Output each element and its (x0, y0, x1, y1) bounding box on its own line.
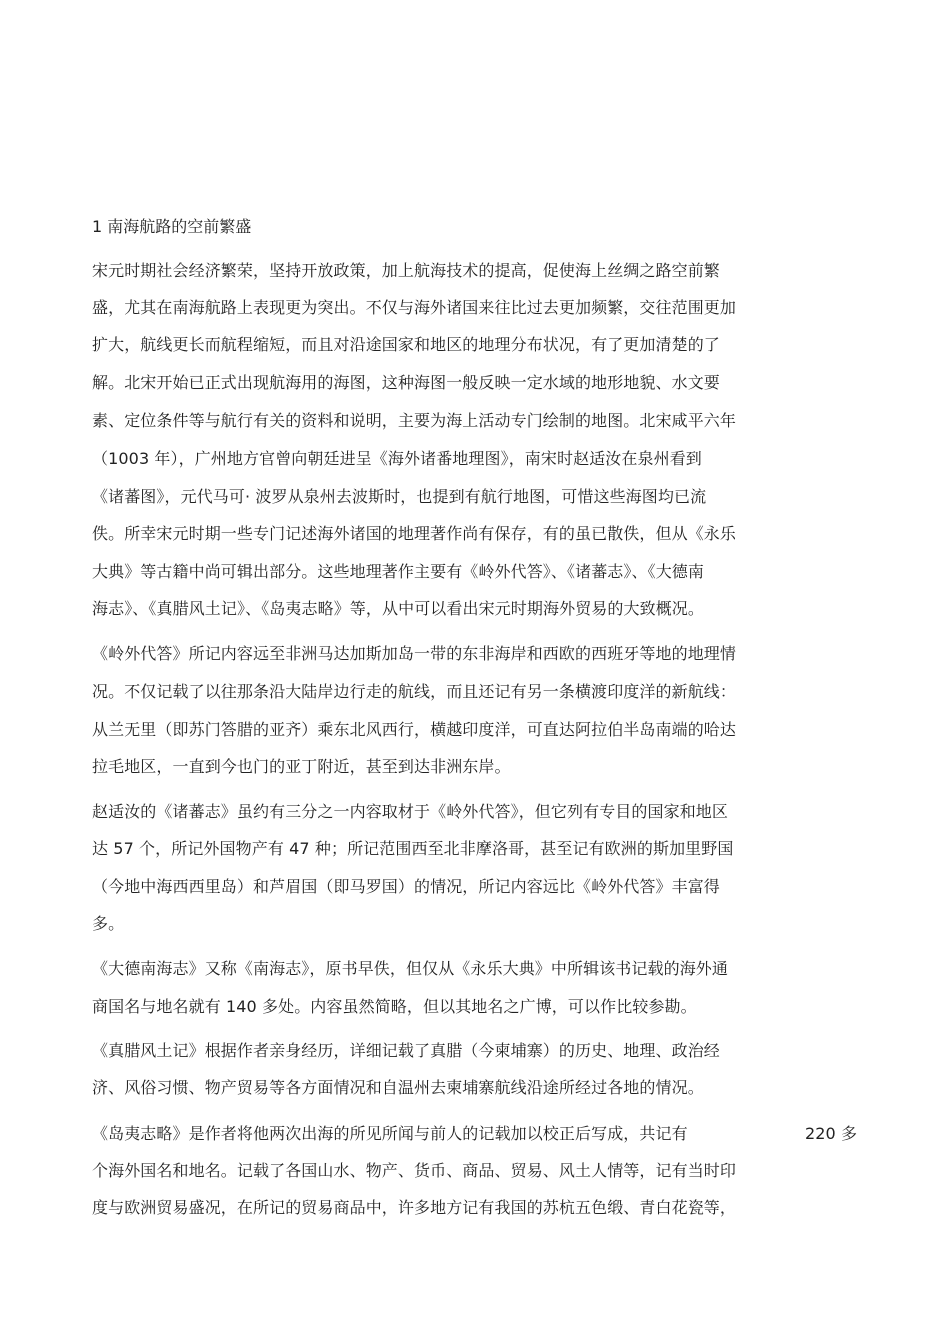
paragraph-2-line-2: 况。不仅记载了以往那条沿大陆岸边行走的航线，而且还记有另一条横渡印度洋的新航线： (92, 682, 737, 701)
paragraph-2-line-4: 拉毛地区，一直到今也门的亚丁附近，甚至到达非洲东岸。 (92, 757, 511, 776)
paragraph-1-line-1: 宋元时期社会经济繁荣，坚持开放政策，加上航海技术的提高，促使海上丝绸之路空前繁 (92, 261, 720, 280)
paragraph-1-line-3: 扩大，航线更长而航程缩短，而且对沿途国家和地区的地理分布状况，有了更加清楚的了 (92, 335, 720, 354)
paragraph-6-line-2: 个海外国名和地名。记载了各国山水、物产、货币、商品、贸易、风土人情等，记有当时印 (92, 1161, 737, 1180)
section-title: 1 南海航路的空前繁盛 (92, 217, 252, 236)
paragraph-2-line-3: 从兰无里（即苏门答腊的亚齐）乘东北风西行，横越印度洋，可直达阿拉伯半岛南端的哈达 (92, 720, 737, 739)
paragraph-6-line-1: 《岛夷志略》是作者将他两次出海的所见所闻与前人的记载加以校正后写成，共记有 (92, 1124, 688, 1143)
paragraph-1-line-10: 海志》、《真腊风土记》、《岛夷志略》等，从中可以看出宋元时期海外贸易的大致概况。 (92, 599, 705, 618)
paragraph-3-line-4: 多。 (92, 914, 125, 933)
paragraph-1-line-4: 解。北宋开始已正式出现航海用的海图，这种海图一般反映一定水域的地形地貌、水文要 (92, 373, 720, 392)
paragraph-3-line-1: 赵适汝的《诸蕃志》虽约有三分之一内容取材于《岭外代答》，但它列有专目的国家和地区 (92, 802, 729, 821)
paragraph-1-line-2: 盛，尤其在南海航路上表现更为突出。不仅与海外诸国来往比过去更加频繁，交往范围更加 (92, 298, 737, 317)
paragraph-1-line-7: 《诸蕃图》，元代马可· 波罗从泉州去波斯时，也提到有航行地图，可惜这些海图均已流 (92, 487, 707, 506)
paragraph-6-trailing-fragment: 220 多 (805, 1124, 858, 1143)
paragraph-4-line-2: 商国名与地名就有 140 多处。内容虽然简略，但以其地名之广博，可以作比较参勘。 (92, 997, 697, 1016)
paragraph-1-line-8: 佚。所幸宋元时期一些专门记述海外诸国的地理著作尚有保存，有的虽已散佚，但从《永乐 (92, 524, 737, 543)
paragraph-1-line-6: （1003 年），广州地方官曾向朝廷进呈《海外诸番地理图》，南宋时赵适汝在泉州看到 (92, 449, 702, 468)
paragraph-4-line-1: 《大德南海志》又称《南海志》，原书早佚，但仅从《永乐大典》中所辑该书记载的海外通 (92, 959, 729, 978)
paragraph-3-line-2: 达 57 个，所记外国物产有 47 种；所记范围西至北非摩洛哥，甚至记有欧洲的斯加里野国 (92, 839, 734, 858)
paragraph-1-line-9: 大典》等古籍中尚可辑出部分。这些地理著作主要有《岭外代答》、《诸蕃志》、《大德南 (92, 562, 705, 581)
paragraph-3-line-3: （今地中海西西里岛）和芦眉国（即马罗国）的情况，所记内容远比《岭外代答》丰富得 (92, 877, 720, 896)
paragraph-1-line-5: 素、定位条件等与航行有关的资料和说明，主要为海上活动专门绘制的地图。北宋咸平六年 (92, 411, 737, 430)
paragraph-5-line-1: 《真腊风土记》根据作者亲身经历，详细记载了真腊（今柬埔寨）的历史、地理、政治经 (92, 1041, 720, 1060)
paragraph-2-line-1: 《岭外代答》所记内容远至非洲马达加斯加岛一带的东非海岸和西欧的西班牙等地的地理情 (92, 644, 737, 663)
paragraph-6-line-3: 度与欧洲贸易盛况，在所记的贸易商品中，许多地方记有我国的苏杭五色缎、青白花瓷等， (92, 1198, 737, 1217)
paragraph-5-line-2: 济、风俗习惯、物产贸易等各方面情况和自温州去柬埔寨航线沿途所经过各地的情况。 (92, 1078, 704, 1097)
